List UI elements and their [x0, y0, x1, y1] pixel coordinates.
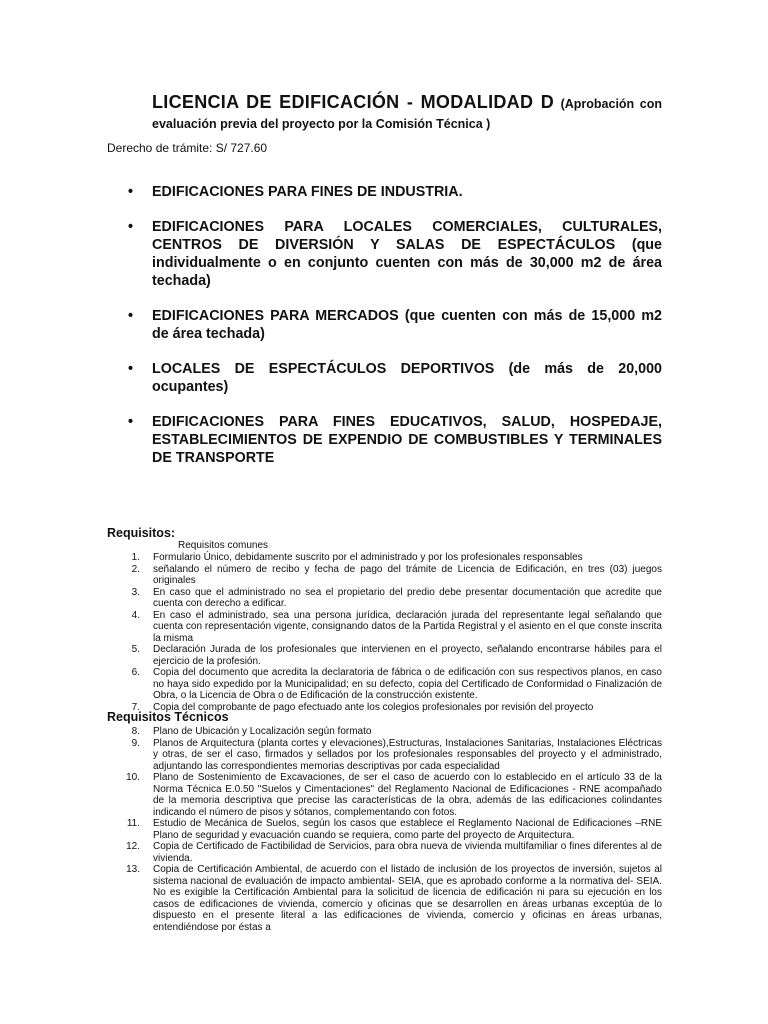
requirement-number: 11. — [126, 818, 140, 829]
category-text: LOCALES DE ESPECTÁCULOS DEPORTIVOS (de más de 20,000 ocupantes) — [152, 361, 662, 395]
requirement-item — [100, 587, 662, 610]
requirement-item — [100, 738, 662, 773]
requirement-number: 4. — [131, 609, 140, 621]
requirement-text: Copia de Certificado de Factibilidad de Servicios, para obra nueva de vivienda multifamiliar o fines diferentes al de vivienda. — [153, 841, 662, 864]
requirement-number: 8. — [131, 726, 140, 737]
requirement-item — [100, 864, 662, 933]
requirement-text: Planos de Arquitectura (planta cortes y elevaciones),Estructuras, Instalaciones Sanitarias, Instalaciones Eléctricas y otras, de ser el caso, firmados y sellados por los profesionales responsables del proyecto y el administrado, adjuntando las correspondientes memorias descriptivas por cada especialidad — [153, 737, 662, 772]
requirement-text: Formulario Único, debidamente suscrito por el administrado y por los profesionales responsables — [153, 552, 583, 563]
bullet-icon: • — [128, 361, 134, 377]
title-subtitle: (Aprobación con evaluación previa del proyecto por la Comisión Técnica ) — [152, 97, 662, 131]
requirement-item — [100, 841, 662, 864]
requirement-item — [100, 610, 662, 645]
category-list — [128, 183, 662, 484]
bullet-icon: • — [128, 414, 134, 430]
requirement-item — [100, 772, 662, 818]
category-item — [128, 360, 662, 396]
requisitos-heading: Requisitos: — [107, 526, 176, 540]
requirement-text: Copia del documento que acredita la declaratoria de fábrica o de edificación con sus respectivos planos, en caso no haya sido expedido por la Municipalidad; en su defecto, copia del Certificado de Conformidad o Finalización de Obra, o la Licencia de Obra o de Edificación de la construcción existente. — [153, 667, 662, 701]
requirement-item — [100, 564, 662, 587]
requirement-number: 5. — [131, 644, 140, 655]
requirement-item — [100, 644, 662, 667]
requisitos-tecnicos-heading: Requisitos Técnicos — [107, 710, 229, 724]
requirement-number: 2. — [131, 563, 140, 575]
requirement-number: 12. — [126, 841, 140, 852]
category-item — [128, 307, 662, 343]
requisitos-subheading: Requisitos comunes — [178, 540, 269, 551]
requirement-number: 10. — [126, 772, 140, 783]
requirement-text: señalando el número de recibo y fecha de pago del trámite de Licencia de Edificación, en tres (03) juegos originales — [153, 563, 662, 586]
bullet-icon: • — [128, 308, 134, 324]
requirement-item — [100, 667, 662, 702]
bullet-icon: • — [128, 184, 134, 200]
category-text: EDIFICACIONES PARA FINES EDUCATIVOS, SALUD, HOSPEDAJE, ESTABLECIMIENTOS DE EXPENDIO DE COMBUSTIBLES Y TERMINALES DE TRANSPORTE — [152, 414, 662, 466]
requirement-item — [100, 552, 662, 564]
bullet-icon: • — [128, 219, 134, 235]
requirement-text: En caso el administrado, sea una persona jurídica, declaración jurada del representante legal señalando que cuenta con representación vigente, consignando datos de la Partida Registral y el asiento en el que conste inscrita la misma — [153, 609, 662, 644]
requirement-text: En caso que el administrado no sea el propietario del predio debe presentar documentación que acredite que cuenta con derecho a edificar. — [153, 586, 662, 609]
title-main: LICENCIA DE EDIFICACIÓN - MODALIDAD D — [152, 92, 555, 112]
requirement-item — [100, 818, 662, 841]
requirement-number: 9. — [131, 737, 140, 749]
requirement-text: Plano de Ubicación y Localización según formato — [153, 726, 372, 737]
requirement-text: Declaración Jurada de los profesionales que intervienen en el proyecto, señalando encontrarse hábiles para el ejercicio de la profesión. — [153, 644, 662, 667]
requirement-text: Estudio de Mecánica de Suelos, según los casos que establece el Reglamento Nacional de Edificaciones –RNE Plano de seguridad y evacuación cuando se requiera, como parte del proyecto de Arquitectura. — [153, 818, 662, 841]
category-item — [128, 218, 662, 290]
category-text: EDIFICACIONES PARA MERCADOS (que cuenten con más de 15,000 m2 de área techada) — [152, 308, 662, 342]
requirement-number: 1. — [131, 552, 140, 563]
requirement-text: Plano de Sostenimiento de Excavaciones, de ser el caso de acuerdo con lo establecido en el artículo 33 de la Norma Técnica E.0.50 "Suelos y Cimentaciones" del Reglamento Nacional de Edificaciones - RNE acompañado de la memoria descriptiva que precise las características de la obra, además de las edificaciones colindantes indicando el número de pisos y sótanos, complementando con fotos. — [153, 772, 662, 818]
requirement-item — [100, 726, 662, 738]
category-text: EDIFICACIONES PARA FINES DE INDUSTRIA. — [152, 184, 463, 200]
requirement-text: Copia de Certificación Ambiental, de acuerdo con el listado de inclusión de los proyectos de inversión, sujetos al sistema nacional de evaluación de impacto ambiental- SEIA, que es aprobado conforme a la normativa del- SEIA. No es exigible la Certificación Ambiental para la solicitud de licencia de edificación ni para su ejecución en los casos de edificaciones de vivienda, comercio y oficinas que se desarrollen en áreas urbanas exceptúa de lo dispuesto en el presente literal a las edificaciones de vivienda, comercio y oficinas en áreas urbanas, entendiéndose por éstas a — [153, 864, 662, 933]
category-item — [128, 183, 662, 201]
requirement-text: Copia del comprobante de pago efectuado ante los colegios profesionales por revisión del proyecto — [153, 701, 594, 713]
requisitos-list — [100, 552, 662, 713]
requirement-number: 3. — [131, 586, 140, 598]
requirement-number: 13. — [126, 864, 140, 875]
requirement-number: 6. — [131, 667, 140, 678]
requirement-number: 7. — [131, 701, 140, 713]
fee-text: Derecho de trámite: S/ 727.60 — [107, 141, 268, 155]
category-item — [128, 413, 662, 467]
document-title — [152, 92, 662, 134]
category-text: EDIFICACIONES PARA LOCALES COMERCIALES, CULTURALES, CENTROS DE DIVERSIÓN Y SALAS DE ESPECTÁCULOS (que individualmente o en conjunto cuenten con más de 30,000 m2 de área techada) — [152, 219, 662, 289]
requisitos-tecnicos-list — [100, 726, 662, 933]
